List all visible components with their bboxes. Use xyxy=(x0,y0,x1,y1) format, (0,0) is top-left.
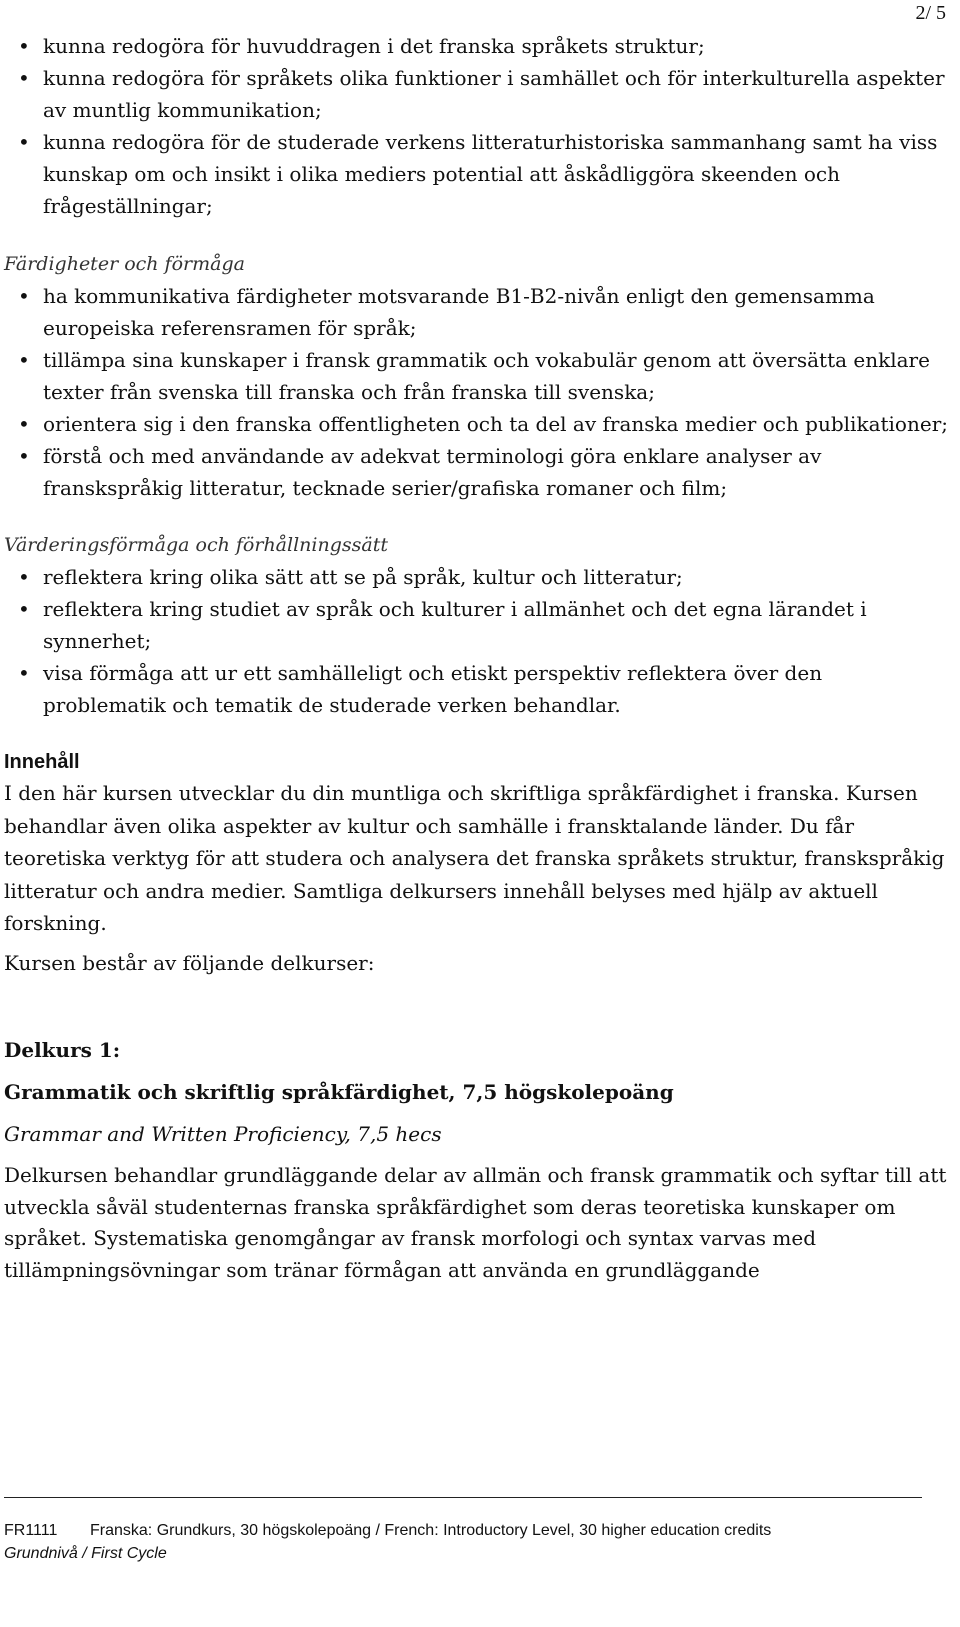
skills-heading: Färdigheter och förmåga xyxy=(4,253,245,275)
course-level: Grundnivå / First Cycle xyxy=(4,1545,167,1562)
list-item: • reflektera kring studiet av språk och kulturer i allmänhet och det egna lärandet i synnerhet; xyxy=(4,593,950,657)
subcourse-title: Grammatik och skriftlig språkfärdighet, 7,5 högskolepoäng xyxy=(4,1080,674,1104)
course-title: Franska: Grundkurs, 30 högskolepoäng / French: Introductory Level, 30 higher education credits xyxy=(90,1522,772,1539)
page-number: 2/ 5 xyxy=(915,2,946,24)
footer-course-line xyxy=(4,1519,922,1543)
list-item: • reflektera kring olika sätt att se på språk, kultur och litteratur; xyxy=(4,561,950,593)
skills-list xyxy=(4,280,950,504)
list-item: • kunna redogöra för de studerade verkens litteraturhistoriska sammanhang samt ha viss kunskap om och insikt i olika mediers potential att åskådliggöra skeenden och frågeställningar; xyxy=(4,126,950,222)
document-body xyxy=(4,30,950,1286)
list-item: • ha kommunikativa färdigheter motsvarande B1-B2-nivån enligt den gemensamma europeiska referensramen för språk; xyxy=(4,280,950,344)
list-item: • orientera sig i den franska offentligheten och ta del av franska medier och publikationer; xyxy=(4,408,950,440)
content-heading: Innehåll xyxy=(4,751,80,773)
list-item: • kunna redogöra för språkets olika funktioner i samhället och för interkulturella aspekter av muntlig kommunikation; xyxy=(4,62,950,126)
knowledge-list xyxy=(4,30,950,222)
values-list xyxy=(4,561,950,721)
list-item: • visa förmåga att ur ett samhälleligt och etiskt perspektiv reflektera över den problematik och tematik de studerade verken behandlar. xyxy=(4,657,950,721)
list-item: • kunna redogöra för huvuddragen i det franska språkets struktur; xyxy=(4,30,950,62)
page-footer xyxy=(4,1497,922,1565)
subcourse-title-en: Grammar and Written Proficiency, 7,5 hecs xyxy=(4,1122,442,1146)
list-item: • tillämpa sina kunskaper i fransk grammatik och vokabulär genom att översätta enklare texter från svenska till franska och från franska till svenska; xyxy=(4,344,950,408)
subcourse-description: Delkursen behandlar grundläggande delar av allmän och fransk grammatik och syftar till att utveckla såväl studenternas franska språkfärdighet som deras teoretiska kunskaper om språket. Systematiska genomgångar av fransk morfologi och syntax varvas med tillämpningsövningar som tränar förmågan att använda en grundläggande xyxy=(4,1163,947,1282)
subcourses-intro: Kursen består av följande delkurser: xyxy=(4,950,375,975)
values-heading: Värderingsförmåga och förhållningssätt xyxy=(4,534,388,556)
subcourse-label: Delkurs 1: xyxy=(4,1038,121,1062)
content-paragraph: I den här kursen utvecklar du din muntliga och skriftliga språkfärdighet i franska. Kursen behandlar även olika aspekter av kultur och samhälle i fransktalande länder. Du får teoretiska verktyg för att studera och analysera det franska språkets struktur, franskspråkig litteratur och andra medier. Samtliga delkursers innehåll belyses med hjälp av aktuell forskning. xyxy=(4,781,945,935)
course-code: FR1111 xyxy=(4,1522,58,1539)
list-item: • förstå och med användande av adekvat terminologi göra enklare analyser av franskspråkig litteratur, tecknade serier/grafiska romaner och film; xyxy=(4,440,950,504)
